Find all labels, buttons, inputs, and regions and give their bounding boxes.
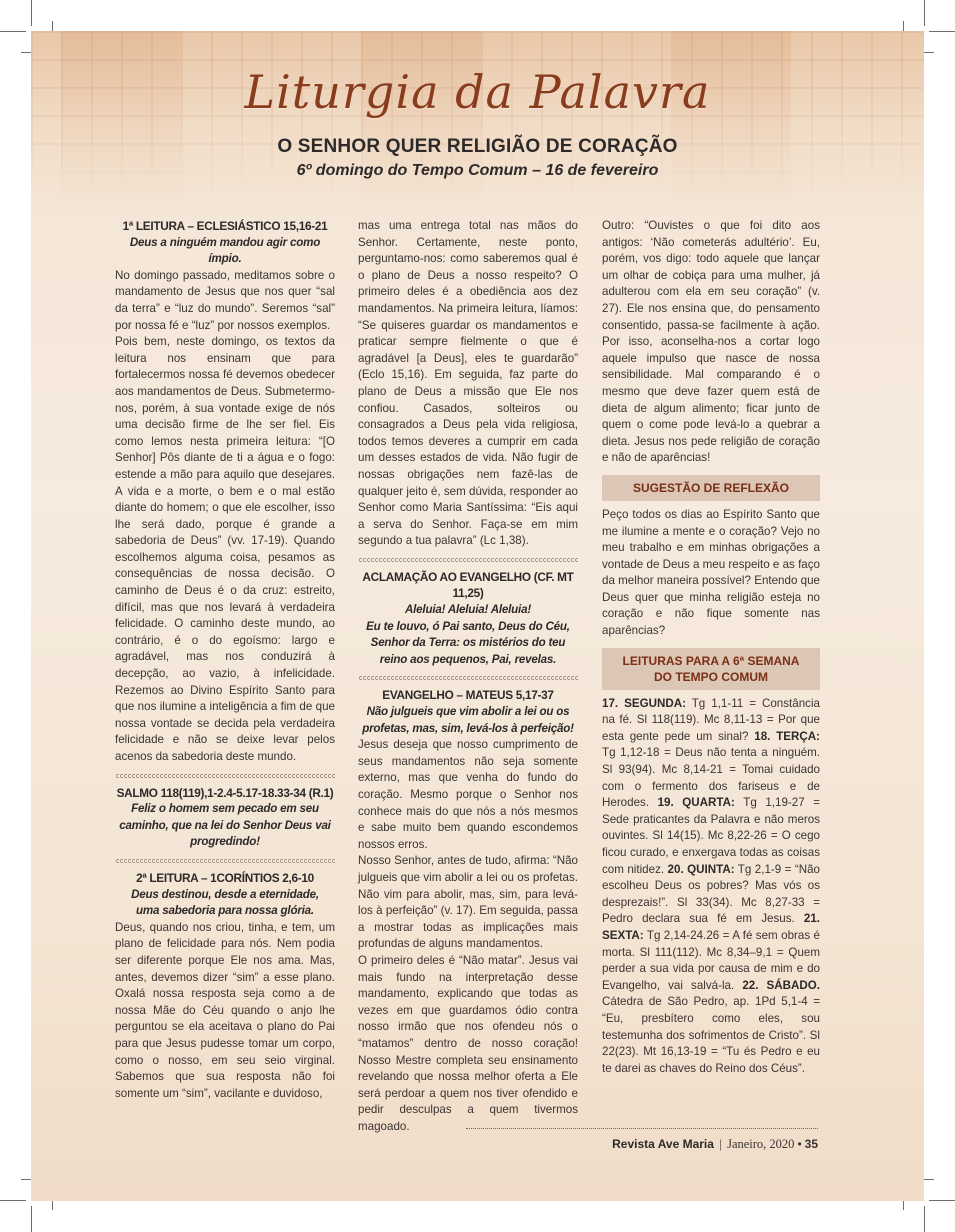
gospel-title: EVANGELHO – MATEUS 5,17-37 xyxy=(382,688,554,703)
crop-mark xyxy=(929,31,955,32)
page-headline: O SENHOR QUER RELIGIÃO DE CORAÇÃO xyxy=(277,136,678,157)
gospel-paragraph: Nosso Senhor, antes de tudo, afirma: “Não julgueis que vim abolir a lei ou os profetas. Não vim para abolir, mas, sim, para levá-los à perfeição” (v. 17). Em seguida, passa a mostrar todas as implicações mais profundas de alguns mandamentos. xyxy=(358,854,578,951)
day-readings: Tg 1,19-27 = Sede praticantes da Palavra e não meros ouvintes. Sl 14(15). Mc 8,22-26 = O cego ficou curado, e enxergava todas as coisas com nitidez. xyxy=(602,796,820,876)
day-readings: Tg 2,14-24.26 = A fé sem obras é morta. Sl 111(112). Mc 8,34–9,1 = Quem perder a sua vida por causa de mim e do Evangelho, vai salvá-la. xyxy=(602,928,820,992)
second-reading-title: 2ª LEITURA – 1CORÍNTIOS 2,6-10 xyxy=(136,870,314,885)
acclamation-line: reino aos pequenos, Pai, revelas. xyxy=(379,652,557,666)
gospel-paragraph: O primeiro deles é “Não matar”. Jesus vai mais fundo na interpretação desse mandamento, explicando que todas as vezes em que guardamos ódio contra nosso irmão que nos ofendeu nós o “matamos” dentro de nosso coração! Nosso Mestre completa seu ensinamento revelando que nossa melhor oferta a Ele será perdoar a quem nos tiver ofendido e pedir desculpas a quem tivermos magoado. xyxy=(358,953,578,1133)
psalm-title: SALMO 118(119),1-2.4-5.17-18.33-34 (R.1) xyxy=(116,785,334,800)
reflection-title: SUGESTÃO DE REFLEXÃO xyxy=(602,475,820,501)
psalm-response: Feliz o homem sem pecado em seu caminho, que na lei do Senhor Deus vai progredindo! xyxy=(119,802,331,849)
series-title: Liturgia da Palavra xyxy=(244,65,711,119)
footer-separator: | xyxy=(718,1137,723,1151)
first-reading-subtitle: Deus a ninguém mandou agir como ímpio. xyxy=(129,235,321,266)
bullet-icon: • xyxy=(797,1137,802,1151)
crop-mark xyxy=(31,0,32,26)
day-label: 17. SEGUNDA: xyxy=(602,696,686,710)
first-reading-paragraph: Pois bem, neste domingo, os textos da leitura nos ensinam que para fortalecermos nossa fé devemos obedecer aos mandamentos de Deus. Submetermo-nos, porém, à sua vontade exige de nós uma decisão firme de lhe ser fiel. Eis como lemos nesta primeira leitura: “[O Senhor] Pôs diante de ti a água e o fogo: estende a mão para aquilo que desejares. A vida e a morte, o bem e o mal estão diante do homem; o que ele escolher, isso lhe será dado, porque é grande a sabedoria de Deus” (vv. 17-19). Quando escolhemos alguma coisa, pesamos as consequências de nossa decisão. O caminho de Deus é o da cruz: estreito, difícil, mas que nos levará à verdadeira felicidade. O caminho deste mundo, ao contrário, é o do egoísmo: largo e agradável, mas nos conduzirá à decepção, ao vazio, à infelicidade. Rezemos ao Divino Espírito Santo para que nos ilumine a inteligência a fim de que nossa vontade se decida pela verdadeira felicidade e não se deixe levar pelos acenos da sabedoria deste mundo. xyxy=(115,335,335,763)
ornamental-divider xyxy=(358,675,578,681)
footer-dotted-rule xyxy=(466,1128,818,1129)
second-reading-paragraph: Deus, quando nos criou, tinha, e tem, um plano de felicidade para nós. Nem podia ser diferente porque Ele nos ama. Mas, antes, devemos dizer “sim” a esse plano. Oxalá nossa resposta seja como a de nossa Mãe do Céu quando o anjo lhe perguntou se ela aceitava o plano do Pai para que Jesus pudesse tomar um corpo, como o nosso, em seu seio virginal. Sabemos que sua resposta não foi somente um “sim”, vacilante e duvidoso, xyxy=(115,920,335,1100)
week-readings-title-line: DO TEMPO COMUM xyxy=(654,669,768,684)
ornamental-divider xyxy=(358,557,578,563)
ornamental-divider xyxy=(115,773,335,779)
day-label: 19. QUARTA: xyxy=(657,796,735,810)
first-reading-title: 1ª LEITURA – ECLESIÁSTICO 15,16-21 xyxy=(122,219,328,233)
day-readings: Cátedra de São Pedro, ap. 1Pd 5,1-4 = “Eu, presbítero como eles, sou testemunha dos sofrimentos de Cristo”. Sl 22(23). Mt 16,13-19 = “Tu és Pedro e eu te darei as chaves do Reino dos Céus”. xyxy=(602,995,820,1075)
acclamation-line: Senhor da Terra: os mistérios do teu xyxy=(370,636,566,650)
second-reading-paragraph: mas uma entrega total nas mãos do Senhor. Certamente, neste ponto, perguntamo-nos: como saberemos qual é o plano de Deus a nosso respeito? O primeiro deles é a obediência aos dez mandamentos. Na primeira leitura, líamos: “Se quiseres guardar os mandamentos e praticar sempre fielmente o que é agradável [a Deus], eles te guardarão” (Eclo 15,16). Em seguida, faz parte do plano de Deus a missão que Ele nos confiou. Casados, solteiros ou consagrados a Deus pela vida religiosa, todos temos deveres a cumprir em cada um desses estados de vida. Não fugir de nossas obrigações nem fazê-las de qualquer jeito é, sem dúvida, responder ao Senhor como Maria Santíssima: “Eis aqui a serva do Senhor. Faça-se em mim segundo a tua palavra” (Lc 1,38). xyxy=(358,219,578,548)
page-header xyxy=(0,62,955,181)
ornamental-divider xyxy=(115,858,335,864)
column-1 xyxy=(115,218,335,1102)
day-label: 22. SÁBADO. xyxy=(742,978,820,992)
day-readings: Tg 2,1-9 = “Não escolheu Deus os pobres? Mas vós os desprezais!”. Sl 33(34). Mc 8,27-33 = Pedro declara sua fé em Jesus. xyxy=(602,862,821,926)
acclamation-line: Aleluia! Aleluia! Aleluia! xyxy=(404,603,531,617)
gospel-paragraph: Jesus deseja que nosso cumprimento de seus mandamentos não seja somente externo, mas que venha do fundo do coração. Mesmo porque o Senhor nos conhece mais do que nós a nós mesmos e sabe muito bem quando escondemos nossos erros. xyxy=(358,738,578,851)
crop-mark xyxy=(31,1206,32,1232)
page-footer xyxy=(612,1137,818,1152)
column-3 xyxy=(602,218,820,1077)
first-reading-paragraph: No domingo passado, meditamos sobre o mandamento de Jesus que nos quer “sal da terra” e “luz do mundo”. Seremos “sal” por nossa fé e “luz” por nossos exemplos. xyxy=(115,268,335,332)
crop-mark xyxy=(929,1200,955,1201)
day-label: 20. QUINTA: xyxy=(667,862,735,876)
second-reading-subtitle: Deus destinou, desde a eternidade, xyxy=(131,887,319,901)
week-readings-title-line: LEITURAS PARA A 6ª SEMANA xyxy=(622,653,800,668)
issue-date: Janeiro, 2020 xyxy=(727,1137,795,1151)
page-number: 35 xyxy=(804,1137,818,1151)
acclamation-title: ACLAMAÇÃO AO EVANGELHO (CF. MT 11,25) xyxy=(362,569,574,601)
column-2 xyxy=(358,218,578,1135)
week-readings-title xyxy=(602,648,820,690)
day-label: 18. TERÇA: xyxy=(754,729,820,743)
day-readings: Tg 1,12-18 = Deus não tenta a ninguém. Sl 93(94). Mc 8,14-21 = Tomai cuidado com o fermento dos fariseus e de Herodes. xyxy=(602,746,820,810)
magazine-name: Revista Ave Maria xyxy=(612,1137,714,1151)
day-readings: Tg 1,1-11 = Constância na fé. Sl 118(119). Mc 8,11-13 = Por que esta gente pede um sinal? xyxy=(602,696,820,743)
page-subheadline: 6º domingo do Tempo Comum – 16 de fevereiro xyxy=(296,162,659,179)
crop-mark xyxy=(0,1200,26,1201)
crop-mark xyxy=(0,31,26,32)
second-reading-subtitle: uma sabedoria para nossa glória. xyxy=(136,904,314,918)
gospel-paragraph: Outro: “Ouvistes o que foi dito aos antigos: ‘Não cometerás adultério’. Eu, porém, vos digo: todo aquele que lançar um olhar de cobiça para uma mulher, já adulterou com ela em seu coração” (v. 27). Ele nos ensina que, do pensamento consentido, passa-se facilmente à ação. Por isso, aconselha-nos a cortar logo aquele impulso que nasce de nossa sensibilidade. Mal comparando é o mesmo que deve fazer quem está de dieta de algum alimento; ficar junto de quem o come pode levá-lo a quebrar a dieta. Jesus nos pede religião de coração e não de aparências! xyxy=(602,219,820,465)
acclamation-line: Eu te louvo, ó Pai santo, Deus do Céu, xyxy=(366,619,570,633)
reflection-text: Peço todos os dias ao Espírito Santo que me ilumine a mente e o coração? Vejo no meu trabalho e em minhas obrigações a vontade de Deus a meu respeito e as faço da melhor maneira possível? Entendo que Deus quer que minha religião esteja no coração e não fique somente nas aparências? xyxy=(602,507,820,638)
gospel-subtitle: Não julgueis que vim abolir a lei ou os profetas, mas, sim, levá-los à perfeição! xyxy=(362,705,574,735)
crop-mark xyxy=(924,1206,925,1232)
crop-mark xyxy=(924,0,925,26)
week-readings-list xyxy=(602,696,820,1078)
day-label: 21. SEXTA: xyxy=(602,912,820,942)
